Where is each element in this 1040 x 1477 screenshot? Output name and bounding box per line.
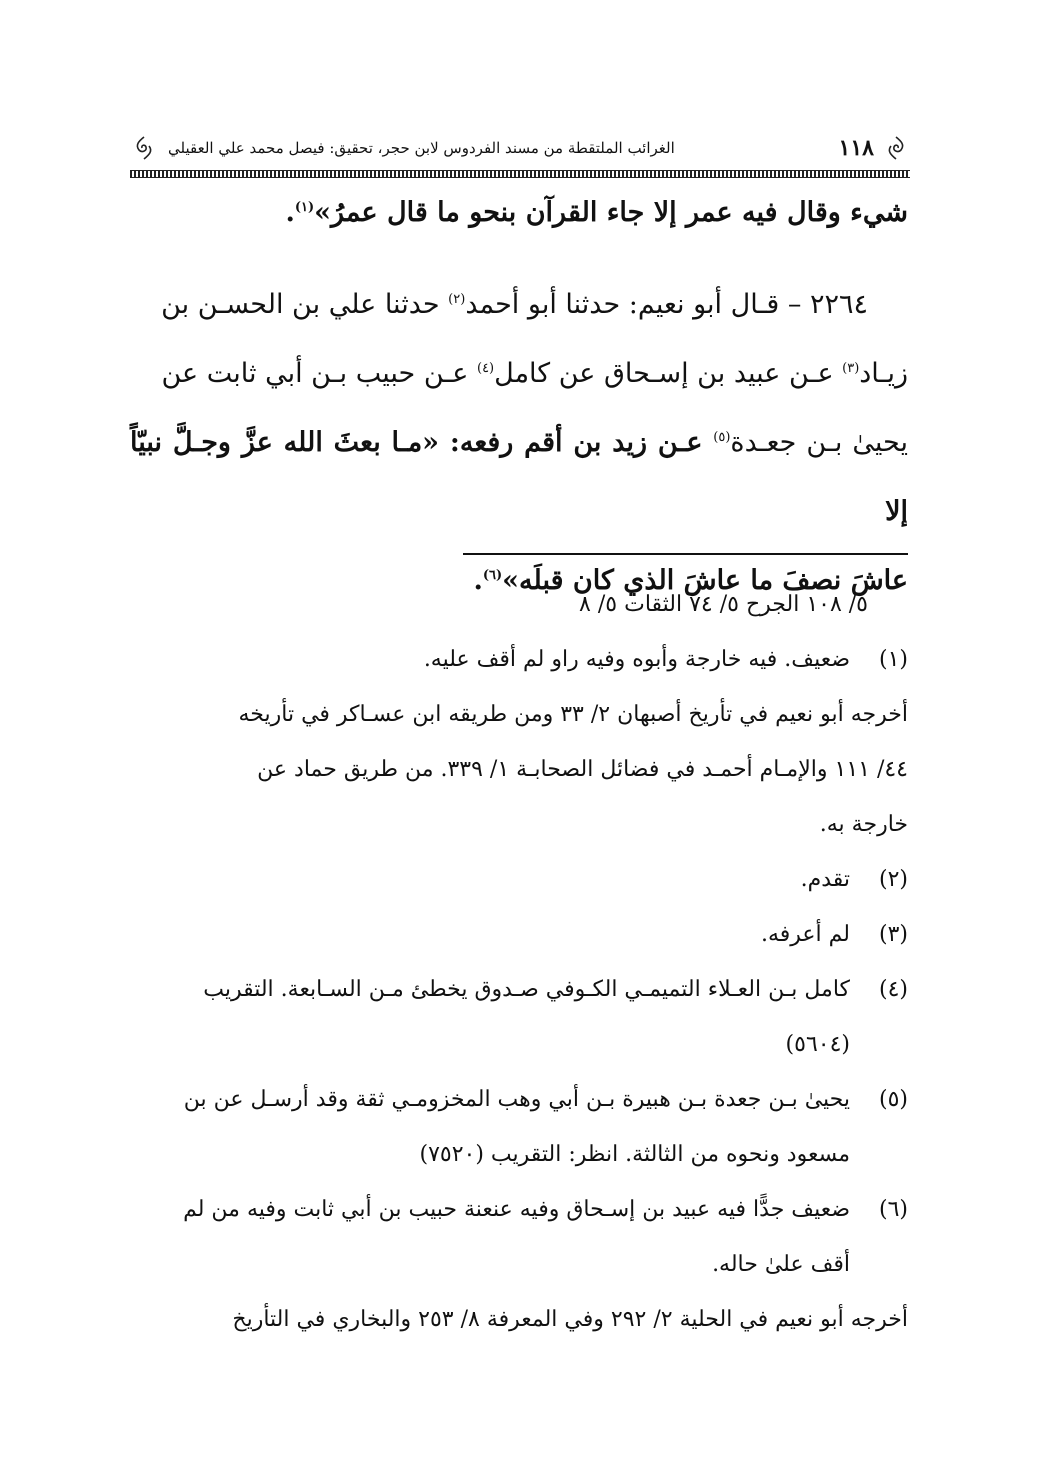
footnote-item: (٢) تقدم. [130,852,908,907]
footnote-number: (١) [878,647,908,672]
footnote-ref: (٥) [713,430,731,445]
footnote-item: (٣) لم أعرفه. [130,907,908,962]
footnote-paragraph: أخرجه أبو نعيم في تأريخ أصبهان ٢/ ٣٣ ومن طريقه ابن عسـاكر في تأريخه ٤٤/ ١١١ والإمـام أحمـد في فضائل الصحابـة ١/ ٣٣٩. من طريق حماد عن خارجة به. [238,702,908,837]
footnote-ref: (٢) [448,292,466,307]
footnote-number: (٣) [878,922,908,947]
footnote-item: (٦) ضعيف جدًّا فيه عبيد بن إسـحاق وفيه عنعنة حبيب بن أبي ثابت وفيه من لم أقف علىٰ حاله. [130,1182,908,1292]
footnote-number: (٤) [878,977,908,1002]
footnote-ref: (٦) [482,568,503,583]
footnote-ref: (١) [294,200,315,215]
footnote-separator [463,553,908,555]
footnote-item: (٥) يحيىٰ بـن جعدة بـن هبيرة بـن أبي وهب المخزومـي ثقة وقد أرسـل عن بن مسعود ونحوه من الثالثة. انظر: التقريب (٧٥٢٠) [130,1072,908,1182]
text-line-1: شيء وقال فيه عمر إلا جاء القرآن بنحو ما قال عمرُ»$^{(١)}$. [285,197,908,228]
footnote-number: (٦) [878,1197,908,1222]
footnote-paragraph: أخرجه أبو نعيم في الحلية ٢/ ٢٩٢ وفي المعرفة ٨/ ٢٥٣ والبخاري في التأريخ [232,1307,908,1332]
footnote-number: (٢) [878,867,908,892]
flourish-ornament-icon [882,134,910,162]
running-title: الغرائب الملتقطة من مسند الفردوس لابن حجر، تحقيق: فيصل محمد علي العقيلي [168,139,675,157]
footnotes [130,577,908,1347]
footnote-ref: (٤) [476,361,495,376]
footnote-item: (٤) كامل بـن العـلاء التميمـي الكـوفي صـدوق يخطئ مـن السـابعة. التقريب (٥٦٠٤) [130,962,908,1072]
hadith-line-3: يحيىٰ بـن جعـدة$^{(٥)}$ عـن زيد بن أقم رفعه: «مـا بعثَ الله عزَّ وجـلَّ نبيّاً إلا [130,427,908,527]
hadith-line-2: زيـاد$^{(٣)}$ عـن عبيد بن إسـحاق عن كامل$^{(٤)}$ عـن حبيب بـن أبي ثابت عن [161,358,908,389]
page-header [130,128,910,168]
hadith-paragraph [130,270,908,615]
hadith-number: ٢٢٦٤ [809,289,868,320]
main-text [130,178,908,247]
footnote-ref: (٣) [842,361,860,376]
page-number: ١١٨ [838,135,874,161]
hadith-line-4: عاشَ نصفَ ما عاشَ الذي كان قبلَه»$^{(٦)}$. [473,565,908,596]
hadith-line-1: ٢٢٦٤ – قـال أبو نعيم: حدثنا أبو أحمد$^{(٢)}$ حدثنا علي بن الحسـن بن [161,289,868,320]
footnote-number: (٥) [878,1087,908,1112]
footnote-continuation: ٥/ ١٠٨ الجرح ٥/ ٧٤ الثقات ٥/ ٨ [579,592,868,617]
header-decorative-rule [130,170,910,178]
footnote-item: (١) ضعيف. فيه خارجة وأبوه وفيه راو لم أقف عليه. [130,632,908,687]
flourish-ornament-icon [130,134,158,162]
